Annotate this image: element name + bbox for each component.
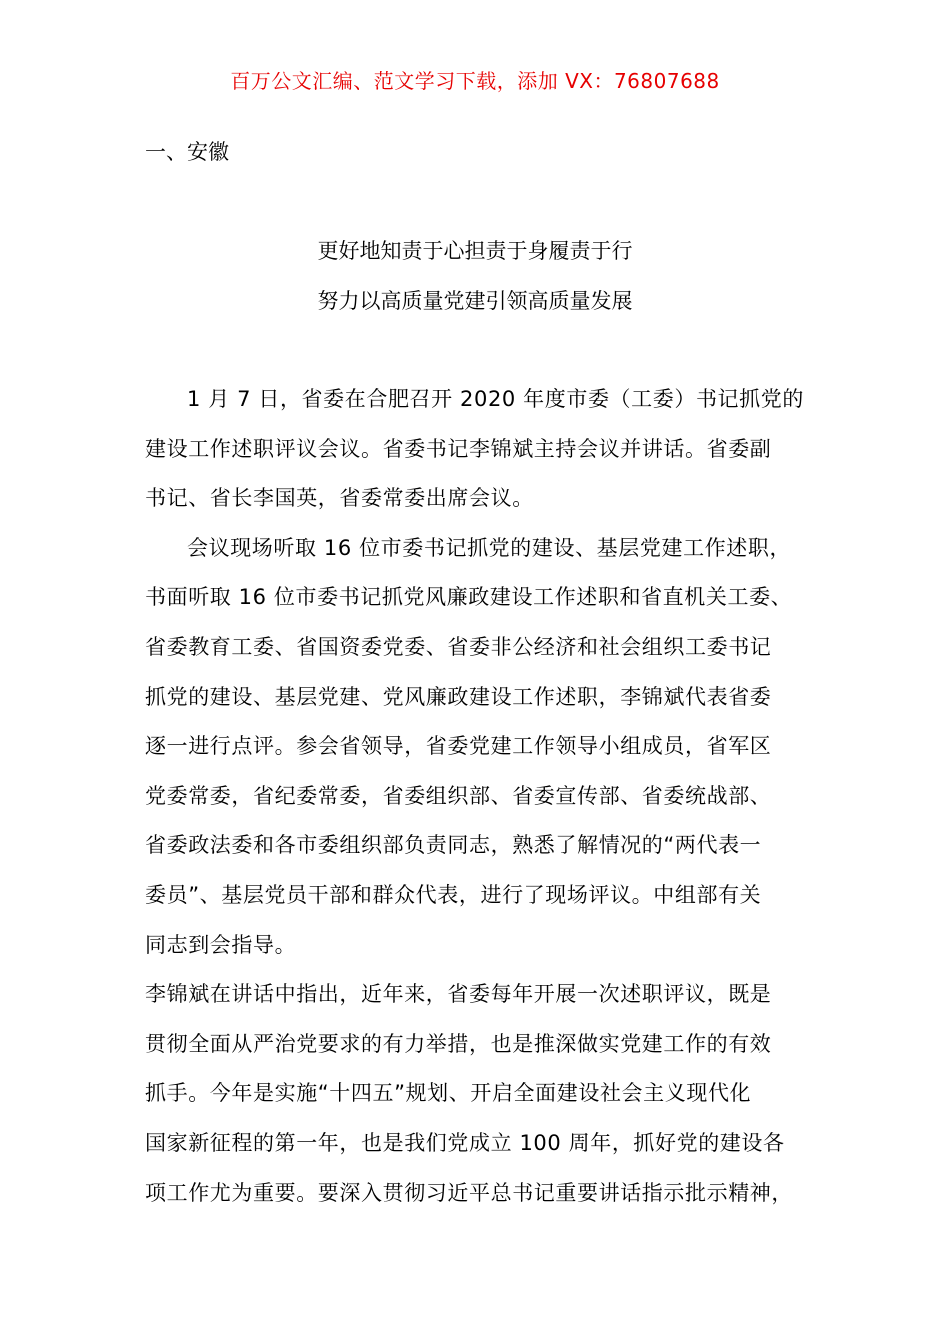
text-line: 抓手。今年是实施“十四五”规划、开启全面建设社会主义现代化 xyxy=(145,1081,752,1106)
text-line: 书面听取 16 位市委书记抓党风廉政建设工作述职和省直机关工委、 xyxy=(145,585,793,610)
text-line: 贯彻全面从严治党要求的有力举措，也是推深做实党建工作的有效 xyxy=(145,1031,772,1056)
watermark-banner: 百万公文汇编、范文学习下载，添加 VX：76807688 xyxy=(230,69,720,93)
text-line: 省委教育工委、省国资委党委、省委非公经济和社会组织工委书记 xyxy=(145,634,772,659)
text-line: 建设工作述职评议会议。省委书记李锦斌主持会议并讲话。省委副 xyxy=(145,436,772,461)
article-title-line-2: 努力以高质量党建引领高质量发展 xyxy=(317,289,633,313)
paragraph-1 xyxy=(145,375,825,524)
paragraph-2 xyxy=(145,524,825,970)
text-line: 省委政法委和各市委组织部负责同志，熟悉了解情况的“两代表一 xyxy=(145,833,762,858)
text-line: 李锦斌在讲话中指出，近年来，省委每年开展一次述职评议，既是 xyxy=(145,982,772,1007)
text-line: 会议现场听取 16 位市委书记抓党的建设、基层党建工作述职， xyxy=(187,535,792,560)
text-line: 国家新征程的第一年，也是我们党成立 100 周年，抓好党的建设各 xyxy=(145,1130,785,1155)
text-line: 同志到会指导。 xyxy=(145,932,297,957)
article-title-line-1: 更好地知责于心担责于身履责于行 xyxy=(317,239,633,263)
text-line: 书记、省长李国英，省委常委出席会议。 xyxy=(145,486,534,511)
text-line: 委员”、基层党员干部和群众代表，进行了现场评议。中组部有关 xyxy=(145,882,762,907)
text-line: 项工作尤为重要。要深入贯彻习近平总书记重要讲话指示批示精神， xyxy=(145,1180,793,1205)
text-line: 党委常委，省纪委常委，省委组织部、省委宣传部、省委统战部、 xyxy=(145,783,772,808)
text-line: 逐一进行点评。参会省领导，省委党建工作领导小组成员，省军区 xyxy=(145,734,772,759)
section-heading: 一、安徽 xyxy=(145,140,229,164)
text-line: 抓党的建设、基层党建、党风廉政建设工作述职，李锦斌代表省委 xyxy=(145,684,772,709)
paragraph-3 xyxy=(145,970,825,1218)
article-body xyxy=(145,375,825,1218)
text-line: 1 月 7 日，省委在合肥召开 2020 年度市委（工委）书记抓党的 xyxy=(187,387,804,411)
